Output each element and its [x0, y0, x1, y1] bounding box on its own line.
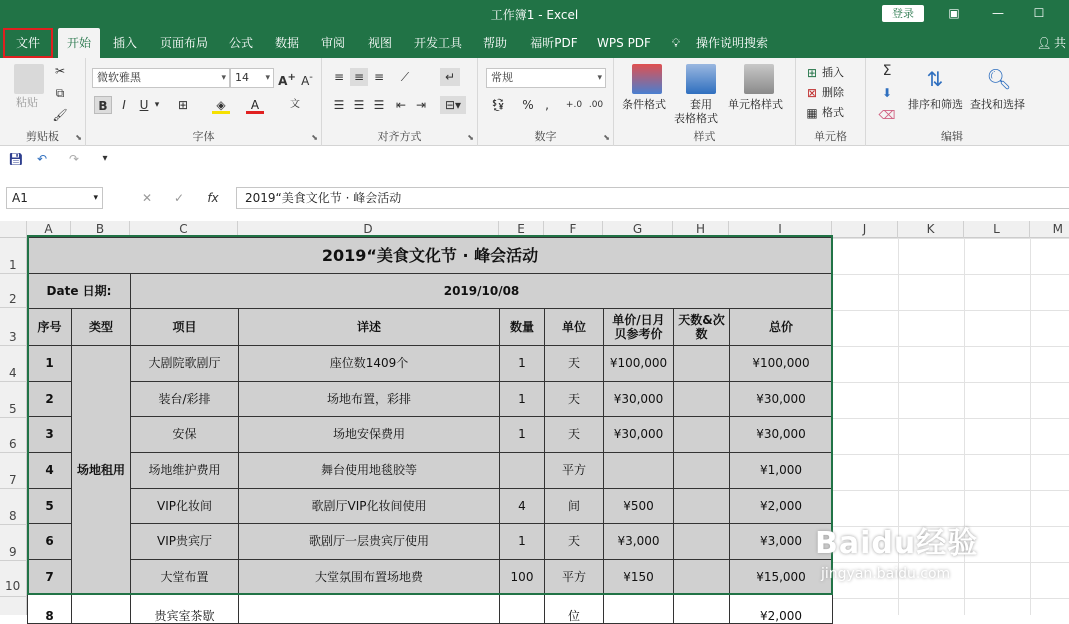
underline-icon[interactable]: U — [139, 98, 149, 112]
fill-color-icon[interactable]: ◈ — [212, 96, 230, 114]
share-icon[interactable]: 👤︎ — [1036, 36, 1052, 50]
group-label: 字体 — [192, 130, 215, 143]
tab-data[interactable]: 数据 — [274, 36, 299, 50]
dialog-launcher-icon[interactable]: ⬊ — [311, 133, 318, 142]
table-cell[interactable]: 安保 — [130, 416, 239, 453]
column-header[interactable]: M — [1052, 222, 1063, 236]
group-label: 编辑 — [941, 130, 963, 143]
watermark-url: jingyan.baidu.com — [821, 566, 951, 582]
format-as-table-icon[interactable] — [686, 64, 716, 94]
table-cell[interactable]: 1 — [499, 416, 545, 453]
header-cell[interactable]: 详述 — [238, 308, 500, 346]
align-bottom-icon[interactable]: ≡ — [373, 70, 385, 84]
table-cell[interactable]: 天 — [544, 416, 604, 453]
chevron-down-icon: ▾ — [93, 193, 98, 203]
table-cell[interactable]: ¥100,000 — [729, 345, 833, 382]
table-cell[interactable] — [673, 345, 730, 382]
tab-wps-pdf[interactable]: WPS PDF — [597, 36, 651, 50]
autosum-icon[interactable]: Σ — [882, 63, 892, 79]
header-cell[interactable]: 类型 — [71, 308, 131, 346]
group-label: 样式 — [693, 130, 716, 143]
currency-icon[interactable]: 💱︎ — [490, 98, 506, 112]
group-font — [86, 58, 322, 146]
table-cell[interactable] — [603, 452, 674, 489]
group-styles — [614, 58, 796, 146]
table-cell[interactable] — [673, 523, 730, 560]
group-label: 单元格 — [814, 130, 847, 143]
cell-styles-icon[interactable] — [744, 64, 774, 94]
row-header[interactable]: 7 — [0, 453, 27, 489]
decrease-indent-icon[interactable]: ⇤ — [395, 98, 407, 112]
cell-styles-button[interactable]: 单元格样式 — [728, 98, 783, 111]
table-cell[interactable]: ¥500 — [603, 488, 674, 524]
table-cell[interactable] — [673, 559, 730, 595]
cut-icon[interactable]: ✂ — [54, 64, 66, 78]
delete-cells-icon[interactable]: ⊠ — [806, 86, 818, 100]
enter-icon[interactable]: ✓ — [173, 191, 185, 205]
table-cell[interactable]: 天 — [544, 381, 604, 417]
find-select-icon[interactable]: 🔍︎ — [986, 67, 1012, 91]
column-header[interactable]: K — [898, 221, 964, 238]
name-box[interactable] — [6, 187, 103, 209]
table-cell[interactable]: 贵宾室茶歇 — [130, 594, 239, 624]
tab-foxit-pdf[interactable]: 福昕PDF — [530, 36, 578, 50]
group-alignment — [322, 58, 478, 146]
save-icon[interactable]: 💾︎ — [8, 152, 24, 166]
table-cell[interactable]: 间 — [544, 488, 604, 524]
column-header[interactable]: D — [238, 221, 499, 238]
wrap-text-icon[interactable]: ↵ — [440, 68, 460, 86]
column-header[interactable]: J — [832, 221, 898, 238]
align-middle-icon[interactable]: ≡ — [350, 68, 368, 86]
number-format-value: 常规 — [491, 71, 513, 84]
header-cell[interactable]: 天数&次数 — [673, 308, 730, 346]
tab-page-layout[interactable]: 页面布局 — [159, 36, 208, 50]
table-cell[interactable]: 4 — [27, 452, 72, 489]
table-cell[interactable] — [673, 488, 730, 524]
decrease-decimal-icon[interactable]: .00 — [588, 100, 604, 110]
fill-icon[interactable]: ⬇ — [881, 86, 893, 100]
row-header[interactable]: 6 — [0, 418, 27, 453]
table-cell[interactable] — [673, 381, 730, 417]
dialog-launcher-icon[interactable]: ⬊ — [75, 133, 82, 142]
format-cells-icon[interactable]: ▦ — [806, 106, 818, 120]
group-editing — [866, 58, 1038, 146]
increase-indent-icon[interactable]: ⇥ — [415, 98, 427, 112]
sort-filter-button[interactable]: 排序和筛选 — [908, 98, 963, 111]
tab-formulas[interactable]: 公式 — [228, 36, 253, 50]
row-header[interactable]: 5 — [0, 382, 27, 418]
formula-input[interactable]: 2019“美食文化节 · 峰会活动 — [236, 187, 1069, 209]
table-cell[interactable] — [603, 594, 674, 624]
table-cell[interactable]: 1 — [499, 523, 545, 560]
dialog-launcher-icon[interactable]: ⬊ — [603, 133, 610, 142]
align-right-icon[interactable]: ☰ — [373, 98, 385, 112]
font-size-value: 14 — [235, 71, 249, 84]
paste-button[interactable]: 粘贴 — [16, 96, 38, 109]
format-painter-icon[interactable]: 🖌︎ — [52, 108, 68, 122]
table-cell[interactable]: 4 — [499, 488, 545, 524]
column-header[interactable]: H — [673, 221, 729, 238]
merge-center-icon[interactable]: ⊟▾ — [440, 96, 466, 114]
table-cell[interactable]: ¥150 — [603, 559, 674, 595]
name-box-value: A1 — [12, 191, 28, 205]
column-header[interactable]: C — [130, 221, 238, 238]
table-cell[interactable]: 2 — [27, 381, 72, 417]
table-cell[interactable]: ¥2,000 — [729, 488, 833, 524]
header-cell[interactable]: 单位 — [544, 308, 604, 346]
table-cell[interactable] — [673, 452, 730, 489]
tab-insert[interactable]: 插入 — [112, 36, 137, 50]
table-cell[interactable]: 100 — [499, 559, 545, 595]
insert-function-icon[interactable]: fx — [207, 191, 219, 205]
table-cell[interactable]: 座位数1409个 — [238, 345, 500, 382]
lightbulb-icon: 💡︎ — [671, 36, 681, 50]
borders-icon[interactable]: ⊞ — [177, 98, 189, 112]
table-cell[interactable] — [673, 594, 730, 624]
tab-help[interactable]: 帮助 — [482, 36, 507, 50]
header-cell[interactable]: 数量 — [499, 308, 545, 346]
watermark-brand: Baidu经验 — [815, 526, 979, 561]
header-cell[interactable]: 总价 — [729, 308, 833, 346]
format-as-table-button[interactable]: 表格格式 — [674, 112, 718, 125]
select-all-corner[interactable] — [0, 221, 27, 238]
group-clipboard — [0, 58, 86, 146]
formula-bar — [0, 181, 1069, 215]
table-cell[interactable] — [499, 452, 545, 489]
customize-qat-icon[interactable]: ▾ — [102, 153, 108, 164]
phonetic-icon[interactable]: 文 — [290, 99, 300, 110]
table-cell[interactable]: ¥15,000 — [729, 559, 833, 595]
table-cell[interactable]: 舞台使用地毯胶等 — [238, 452, 500, 489]
align-left-icon[interactable]: ☰ — [333, 98, 345, 112]
increase-font-icon[interactable]: A+ — [278, 72, 296, 88]
table-cell[interactable]: 5 — [27, 488, 72, 524]
share-label[interactable]: 共 — [1053, 36, 1066, 50]
table-cell[interactable]: 8 — [27, 594, 72, 624]
table-cell[interactable]: 1 — [499, 381, 545, 417]
font-name-value: 微软雅黑 — [97, 71, 141, 84]
font-name-select[interactable] — [92, 68, 230, 88]
column-header[interactable]: L — [964, 221, 1030, 238]
table-cell[interactable]: VIP贵宾厅 — [130, 523, 239, 560]
table-cell[interactable]: 位 — [544, 594, 604, 624]
row-header[interactable]: 9 — [0, 525, 27, 561]
sort-filter-icon[interactable]: ⇅ — [926, 67, 944, 91]
column-header[interactable]: B — [71, 221, 130, 238]
table-cell[interactable] — [499, 594, 545, 624]
conditional-format-icon[interactable] — [632, 64, 662, 94]
table-cell[interactable]: ¥2,000 — [729, 594, 833, 624]
group-label: 剪贴板 — [26, 130, 59, 143]
table-cell[interactable]: ¥30,000 — [603, 381, 674, 417]
table-cell[interactable]: 6 — [27, 523, 72, 560]
row-header[interactable]: 3 — [0, 308, 27, 346]
table-cell[interactable]: 7 — [27, 559, 72, 595]
row-header[interactable]: 1 — [0, 238, 27, 274]
table-cell[interactable]: 场地布置，彩排 — [238, 381, 500, 417]
header-cell[interactable]: 项目 — [130, 308, 239, 346]
align-top-icon[interactable]: ≡ — [333, 70, 345, 84]
date-value[interactable]: 2019/10/08 — [130, 273, 833, 309]
column-header[interactable]: F — [544, 221, 603, 238]
table-cell[interactable]: 3 — [27, 416, 72, 453]
tell-me-search[interactable]: 操作说明搜索 — [695, 36, 768, 50]
group-label: 数字 — [534, 130, 557, 143]
group-cells — [796, 58, 866, 146]
table-cell[interactable]: 平方 — [544, 559, 604, 595]
format-cells-button[interactable]: 格式 — [822, 106, 844, 119]
chevron-down-icon: ▾ — [221, 73, 226, 83]
row-header[interactable]: 2 — [0, 274, 27, 308]
dialog-launcher-icon[interactable]: ⬊ — [467, 133, 474, 142]
table-cell[interactable]: ¥30,000 — [729, 381, 833, 417]
percent-icon[interactable]: % — [522, 98, 534, 112]
table-cell[interactable]: 1 — [27, 345, 72, 382]
tab-home[interactable]: 开始 — [58, 28, 100, 58]
title-bar — [0, 0, 1069, 28]
table-cell[interactable]: 平方 — [544, 452, 604, 489]
table-cell[interactable]: 大剧院歌剧厅 — [130, 345, 239, 382]
date-label[interactable]: Date 日期: — [27, 273, 131, 309]
ribbon-display-icon[interactable]: ▣ — [948, 6, 960, 20]
chevron-down-icon: ▾ — [265, 73, 270, 83]
paste-icon[interactable] — [14, 64, 44, 94]
copy-icon[interactable]: ⧉ — [55, 86, 65, 100]
table-cell[interactable]: 大堂氛围布置场地费 — [238, 559, 500, 595]
table-cell[interactable]: VIP化妆间 — [130, 488, 239, 524]
italic-icon[interactable]: I — [122, 98, 126, 112]
table-cell[interactable] — [238, 594, 500, 624]
table-cell[interactable]: 1 — [499, 345, 545, 382]
header-cell[interactable]: 序号 — [27, 308, 72, 346]
ribbon — [0, 58, 1069, 146]
category-cell[interactable]: 场地租用 — [71, 345, 131, 595]
table-cell[interactable]: 歌剧厅一层贵宾厅使用 — [238, 523, 500, 560]
table-title[interactable]: 2019“美食文化节 · 峰会活动 — [27, 237, 833, 274]
table-cell[interactable]: 场地安保费用 — [238, 416, 500, 453]
table-cell[interactable]: ¥30,000 — [603, 416, 674, 453]
quick-access-toolbar — [0, 146, 1069, 172]
row-headers — [0, 238, 27, 615]
redo-icon[interactable]: ↷ — [68, 152, 80, 166]
tab-developer[interactable]: 开发工具 — [413, 36, 462, 50]
comma-icon[interactable]: , — [545, 98, 549, 112]
table-cell[interactable]: ¥1,000 — [729, 452, 833, 489]
font-color-icon[interactable]: A — [246, 96, 264, 114]
number-format-select[interactable] — [486, 68, 606, 88]
font-size-select[interactable] — [230, 68, 274, 88]
table-cell[interactable]: ¥3,000 — [729, 523, 833, 560]
table-cell[interactable]: 歌剧厅VIP化妆间使用 — [238, 488, 500, 524]
window-title: 工作簿1 - Excel — [490, 8, 579, 22]
undo-icon[interactable]: ↶ — [36, 152, 48, 166]
maximize-icon[interactable]: ☐ — [1033, 6, 1045, 20]
format-as-table-line1[interactable]: 套用 — [690, 98, 712, 111]
chevron-down-icon: ▾ — [597, 73, 602, 83]
table-cell[interactable]: 天 — [544, 345, 604, 382]
column-header[interactable]: A — [27, 221, 71, 238]
column-headers — [0, 221, 1069, 238]
minimize-icon[interactable]: — — [992, 6, 1004, 20]
table-cell[interactable]: ¥3,000 — [603, 523, 674, 560]
insert-cells-button[interactable]: 插入 — [822, 66, 844, 79]
orientation-icon[interactable]: ⟋ — [400, 70, 410, 84]
table-cell[interactable]: ¥30,000 — [729, 416, 833, 453]
tab-file[interactable]: 文件 — [3, 28, 53, 58]
table-cell[interactable]: 场地维护费用 — [130, 452, 239, 489]
column-header[interactable]: E — [499, 221, 544, 238]
increase-decimal-icon[interactable]: +.0 — [565, 100, 583, 110]
tab-review[interactable]: 审阅 — [320, 36, 345, 50]
group-number — [478, 58, 614, 146]
row-header[interactable]: 10 — [0, 561, 27, 597]
align-center-icon[interactable]: ☰ — [353, 98, 365, 112]
column-header[interactable]: G — [603, 221, 673, 238]
chevron-down-icon[interactable]: ▾ — [154, 100, 160, 110]
table-cell[interactable] — [673, 416, 730, 453]
header-cell[interactable]: 单价/日月贝参考价 — [603, 308, 674, 346]
table-cell[interactable]: 天 — [544, 523, 604, 560]
delete-cells-button[interactable]: 删除 — [822, 86, 844, 99]
login-button[interactable]: 登录 — [882, 5, 924, 22]
ribbon-tabs — [0, 28, 1069, 58]
cancel-icon[interactable]: ✕ — [141, 191, 153, 205]
insert-cells-icon[interactable]: ⊞ — [806, 66, 818, 80]
row-header[interactable]: 4 — [0, 346, 27, 382]
clear-icon[interactable]: ⌫ — [878, 108, 896, 122]
conditional-format-button[interactable]: 条件格式 — [622, 98, 666, 111]
table-cell[interactable]: 装台/彩排 — [130, 381, 239, 417]
table-cell[interactable]: ¥100,000 — [603, 345, 674, 382]
decrease-font-icon[interactable]: A- — [301, 72, 313, 88]
row-header[interactable]: 8 — [0, 489, 27, 525]
tab-view[interactable]: 视图 — [367, 36, 392, 50]
find-select-button[interactable]: 查找和选择 — [970, 98, 1025, 111]
bold-icon[interactable]: B — [94, 96, 112, 114]
group-label: 对齐方式 — [377, 130, 422, 143]
table-cell[interactable]: 大堂布置 — [130, 559, 239, 595]
table-cell[interactable] — [71, 594, 131, 624]
column-header[interactable]: I — [729, 221, 832, 238]
